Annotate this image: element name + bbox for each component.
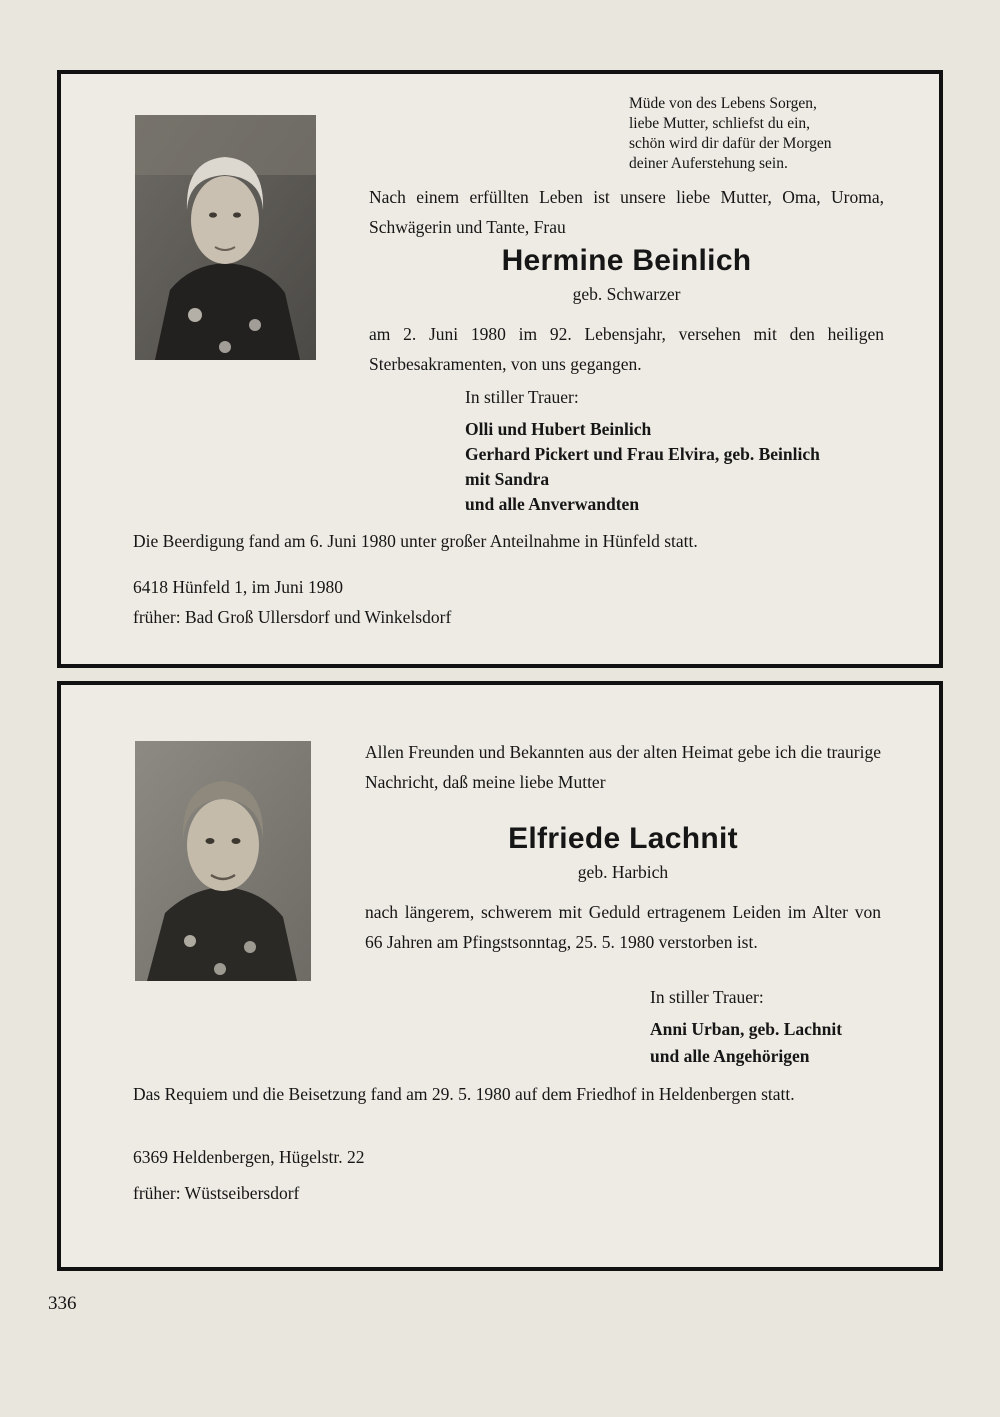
former-residence-line: früher: Bad Groß Ullersdorf und Winkelsdorf [133,607,452,627]
mourner-line: mit Sandra [465,469,550,489]
maiden-name: geb. Harbich [577,862,669,882]
mourners-list [650,1016,842,1070]
former-residence-line: früher: Wüstseibersdorf [133,1183,300,1203]
maiden-name: geb. Schwarzer [572,284,681,304]
poem-line: deiner Auferstehung sein. [629,155,788,172]
obituary-intro-text: Nach einem erfüllten Leben ist unsere liebe Mutter, Oma, Uroma, Schwägerin und Tante, Frau [369,187,884,237]
mourner-line: Anni Urban, geb. Lachnit [650,1019,843,1039]
poem-line: liebe Mutter, schliefst du ein, [629,115,811,132]
funeral-notice-text: Die Beerdigung fand am 6. Juni 1980 unter großer Anteilnahme in Hünfeld statt. [133,531,698,551]
portrait-photo-graphic [135,741,311,981]
obituary-intro-text: Allen Freunden und Bekannten aus der alten Heimat gebe ich die traurige Nachricht, daß meine liebe Mutter [365,742,881,792]
deceased-name: Elfriede Lachnit [508,822,738,855]
page-number: 336 [48,1293,77,1314]
mourners-list [465,417,820,517]
funeral-notice-text: Das Requiem und die Beisetzung fand am 29. 5. 1980 auf dem Friedhof in Heldenbergen statt. [133,1084,795,1104]
portrait-photo-elfriede-lachnit [135,741,311,981]
death-notice-text: am 2. Juni 1980 im 92. Lebensjahr, versehen mit den heiligen Sterbesakramenten, von uns gegangen. [369,324,884,374]
mourning-label: In stiller Trauer: [650,987,764,1007]
poem-line: Müde von des Lebens Sorgen, [629,95,817,112]
mourner-line: und alle Anverwandten [465,494,640,514]
mourning-label: In stiller Trauer: [465,387,579,407]
mourner-line: und alle Angehörigen [650,1046,810,1066]
death-notice-text: nach längerem, schwerem mit Geduld ertragenem Leiden im Alter von 66 Jahren am Pfingstsonntag, 25. 5. 1980 verstorben ist. [365,902,881,952]
poem-line: schön wird dir dafür der Morgen [629,135,832,152]
address-line: 6418 Hünfeld 1, im Juni 1980 [133,577,343,597]
memorial-poem [629,94,909,174]
obituary-notice-elfriede-lachnit [57,681,943,1271]
mourner-line: Olli und Hubert Beinlich [465,419,652,439]
portrait-photo-graphic [135,115,316,360]
obituary-notice-hermine-beinlich [57,70,943,668]
portrait-photo-hermine-beinlich [135,115,316,360]
deceased-name: Hermine Beinlich [501,244,752,277]
mourner-line: Gerhard Pickert und Frau Elvira, geb. Beinlich [465,444,820,464]
address-line: 6369 Heldenbergen, Hügelstr. 22 [133,1147,365,1167]
